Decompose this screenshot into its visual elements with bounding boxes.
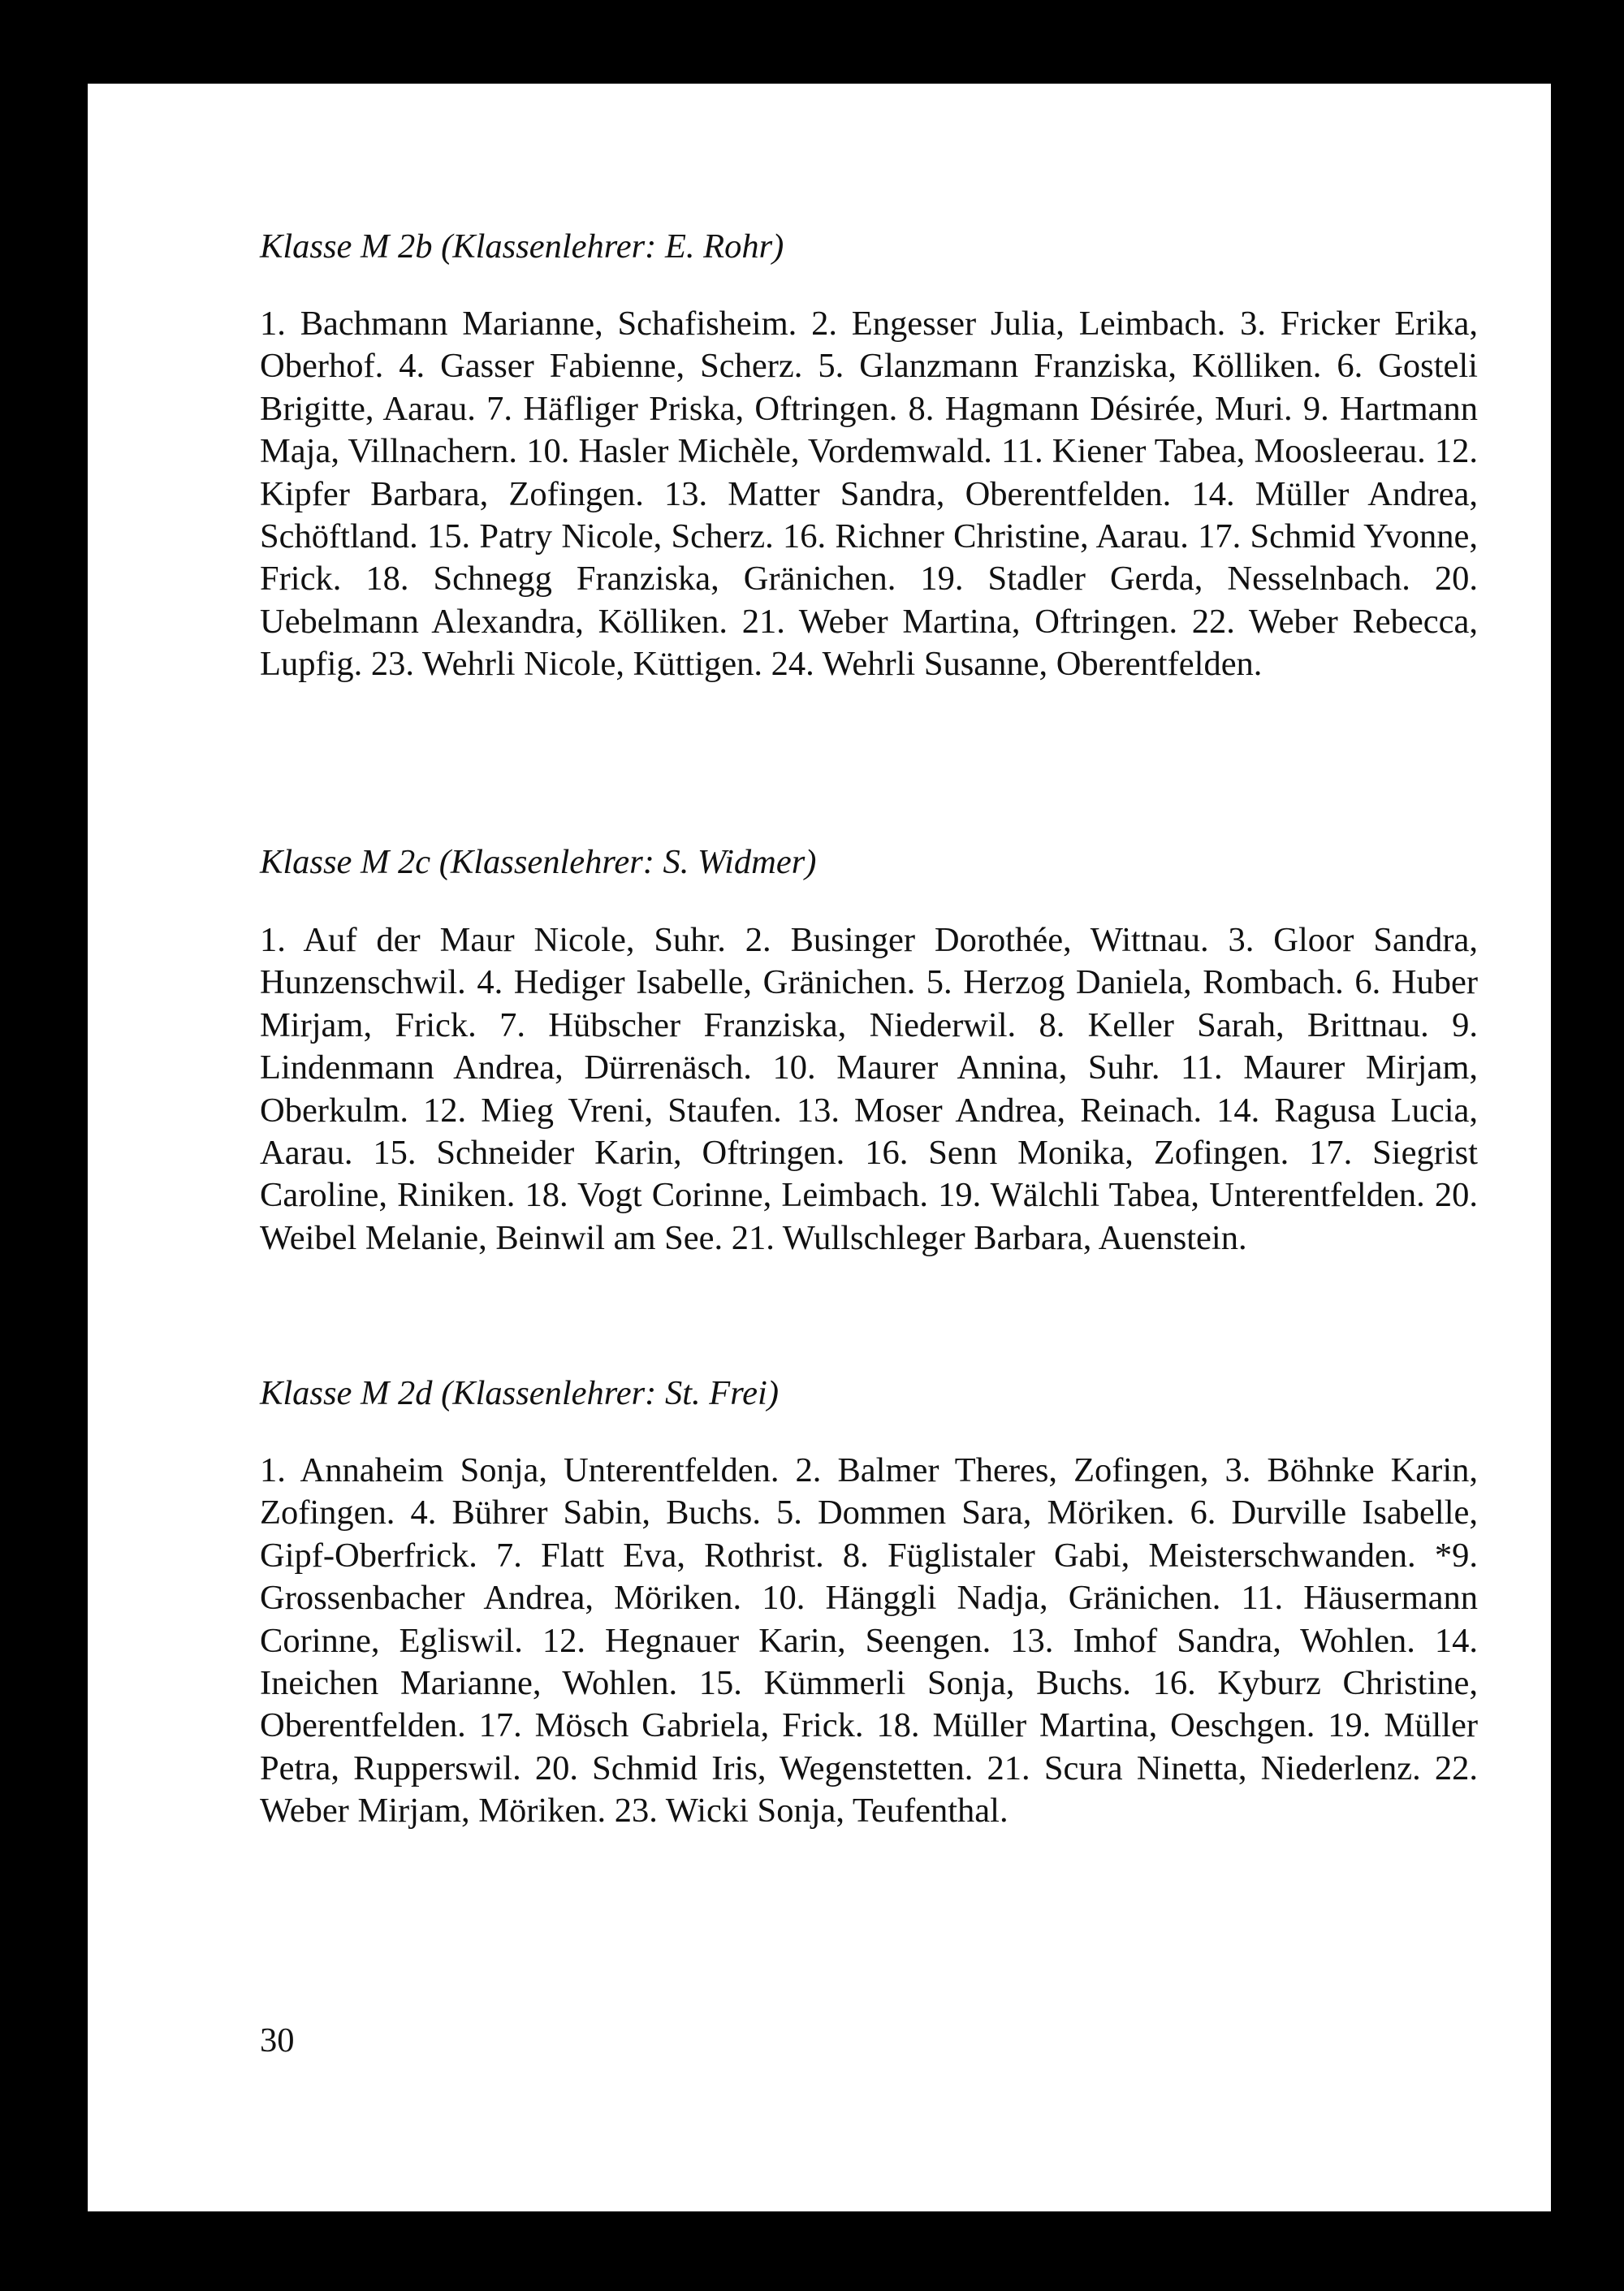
section-text-m2c: 1. Auf der Maur Nicole, Suhr. 2. Businger Dorothée, Wittnau. 3. Gloor Sandra, Hunzenschwil. 4. Hediger Isabelle, Gränichen. 5. Herzog Daniela, Rombach. 6. Huber Mirjam, Frick. 7. Hübscher Franziska, Niederwil. 8. Keller Sarah, Brittnau. 9. Lindenmann Andrea, Dürrenäsch. 10. Maurer Annina, Suhr. 11. Maurer Mirjam, Oberkulm. 12. Mieg Vreni, Staufen. 13. Moser Andrea, Reinach. 14. Ragusa Lucia, Aarau. 15. Schneider Karin, Oftringen. 16. Senn Monika, Zofingen. 17. Siegrist Caroline, Riniken. 18. Vogt Corinne, Leimbach. 19. Wälchli Tabea, Unterentfelden. 20. Weibel Melanie, Beinwil am See. 21. Wullschleger Barbara, Auenstein. bbox=[260, 921, 1478, 1257]
section-heading-m2c: Klasse M 2c (Klassenlehrer: S. Widmer) bbox=[260, 843, 817, 881]
section-text-m2b: 1. Bachmann Marianne, Schafisheim. 2. Engesser Julia, Leimbach. 3. Fricker Erika, Oberhof. 4. Gasser Fabienne, Scherz. 5. Glanzmann Franziska, Kölliken. 6. Gosteli Brigitte, Aarau. 7. Häfliger Priska, Oftringen. 8. Hagmann Désirée, Muri. 9. Hartmann Maja, Villnachern. 10. Hasler Michèle, Vordemwald. 11. Kiener Tabea, Moosleerau. 12. Kipfer Barbara, Zofingen. 13. Matter Sandra, Oberentfelden. 14. Müller Andrea, Schöftland. 15. Patry Nicole, Scherz. 16. Richner Christine, Aarau. 17. Schmid Yvonne, Frick. 18. Schnegg Franziska, Gränichen. 19. Stadler Gerda, Nesselnbach. 20. Uebelmann Alexandra, Kölliken. 21. Weber Martina, Oftringen. 22. Weber Rebecca, Lupfig. 23. Wehrli Nicole, Küttigen. 24. Wehrli Susanne, Oberentfelden. bbox=[260, 305, 1478, 684]
section-text-m2d: 1. Annaheim Sonja, Unterentfelden. 2. Balmer Theres, Zofingen, 3. Böhnke Karin, Zofingen. 4. Bührer Sabin, Buchs. 5. Dommen Sara, Möriken. 6. Durville Isabelle, Gipf-Oberfrick. 7. Flatt Eva, Rothrist. 8. Füglistaler Gabi, Meisterschwanden. *9. Grossenbacher Andrea, Möriken. 10. Hänggli Nadja, Gränichen. 11. Häusermann Corinne, Egliswil. 12. Hegnauer Karin, Seengen. 13. Imhof Sandra, Wohlen. 14. Ineichen Marianne, Wohlen. 15. Kümmerli Sonja, Buchs. 16. Kyburz Christine, Oberentfelden. 17. Mösch Gabriela, Frick. 18. Müller Martina, Oeschgen. 19. Müller Petra, Rupperswil. 20. Schmid Iris, Wegenstetten. 21. Scura Ninetta, Niederlenz. 22. Weber Mirjam, Möriken. 23. Wicki Sonja, Teufenthal. bbox=[260, 1451, 1478, 1831]
document-page bbox=[88, 84, 1551, 2211]
section-heading-m2b: Klasse M 2b (Klassenlehrer: E. Rohr) bbox=[260, 227, 784, 266]
section-heading-m2d: Klasse M 2d (Klassenlehrer: St. Frei) bbox=[260, 1374, 779, 1412]
page-number: 30 bbox=[260, 2021, 295, 2060]
